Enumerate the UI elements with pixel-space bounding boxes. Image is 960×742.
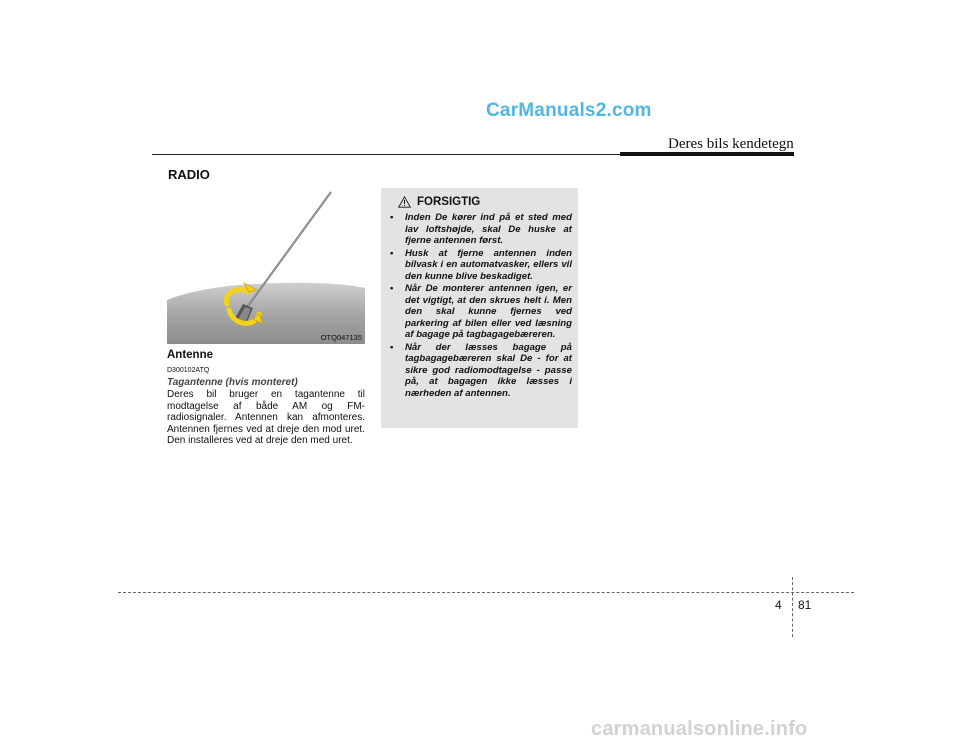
chapter-number: 4 [775, 598, 782, 612]
antenna-illustration [167, 188, 365, 344]
caution-item [388, 248, 572, 283]
antenna-figure [167, 188, 365, 344]
caution-item-text: Inden De kører ind på et sted med lav loftshøjde, skal De huske at fjerne antennen først. [405, 212, 572, 246]
antenna-title: Antenne [167, 349, 213, 361]
bullet-icon: • [390, 212, 394, 223]
antenna-subtitle: Tagantenne (hvis monteret) [167, 377, 298, 388]
footer-rule [118, 592, 854, 593]
caution-item [388, 212, 572, 247]
header-rule-thick [620, 152, 794, 156]
radio-heading: RADIO [168, 167, 210, 182]
bullet-icon: • [390, 247, 394, 259]
watermark-carmanualsonline: carmanualsonline.info [591, 718, 808, 740]
bullet-icon: • [390, 283, 394, 294]
section-title: Deres bils kendetegn [668, 136, 794, 152]
caution-item [388, 283, 572, 341]
figure-code: OTQ047135 [320, 333, 362, 342]
header-rule-thin [152, 154, 620, 155]
caution-title: FORSIGTIG [417, 196, 481, 208]
page-number: 81 [798, 598, 812, 612]
caution-item-text: Husk at fjerne antennen inden bilvask i en automatvasker, ellers vil den kunne blive beskadiget. [405, 247, 572, 282]
caution-item [388, 342, 572, 400]
page-number-separator [792, 577, 793, 637]
warning-triangle-icon [398, 196, 411, 208]
caution-list [388, 212, 572, 399]
caution-header [398, 196, 572, 208]
bullet-icon: • [390, 341, 394, 353]
antenna-body: Deres bil bruger en tagantenne til modtagelse af både AM og FM-radiosignaler. Antennen kan afmonteres. Antennen fjernes ved at dreje den mod uret. Den installeres ved at dreje den med uret. [167, 389, 365, 447]
caution-box [381, 188, 578, 428]
caution-item-text: Når De monterer antennen igen, er det vigtigt, at den skrues helt i. Men den skal kunne fjernes ved parkering af bilen eller ved læsning af bagage på tagbagagebæreren. [405, 283, 572, 340]
antenna-section [167, 348, 365, 447]
antenna-code: D300102ATQ [167, 367, 210, 374]
caution-item-text: Når der læsses bagage på tagbagagebæreren skal De - for at sikre god radiomodtagelse - passe på, at bagagen ikke læsses i nærheden af antennen. [405, 341, 572, 399]
watermark-carmanuals2: CarManuals2.com [486, 100, 652, 121]
